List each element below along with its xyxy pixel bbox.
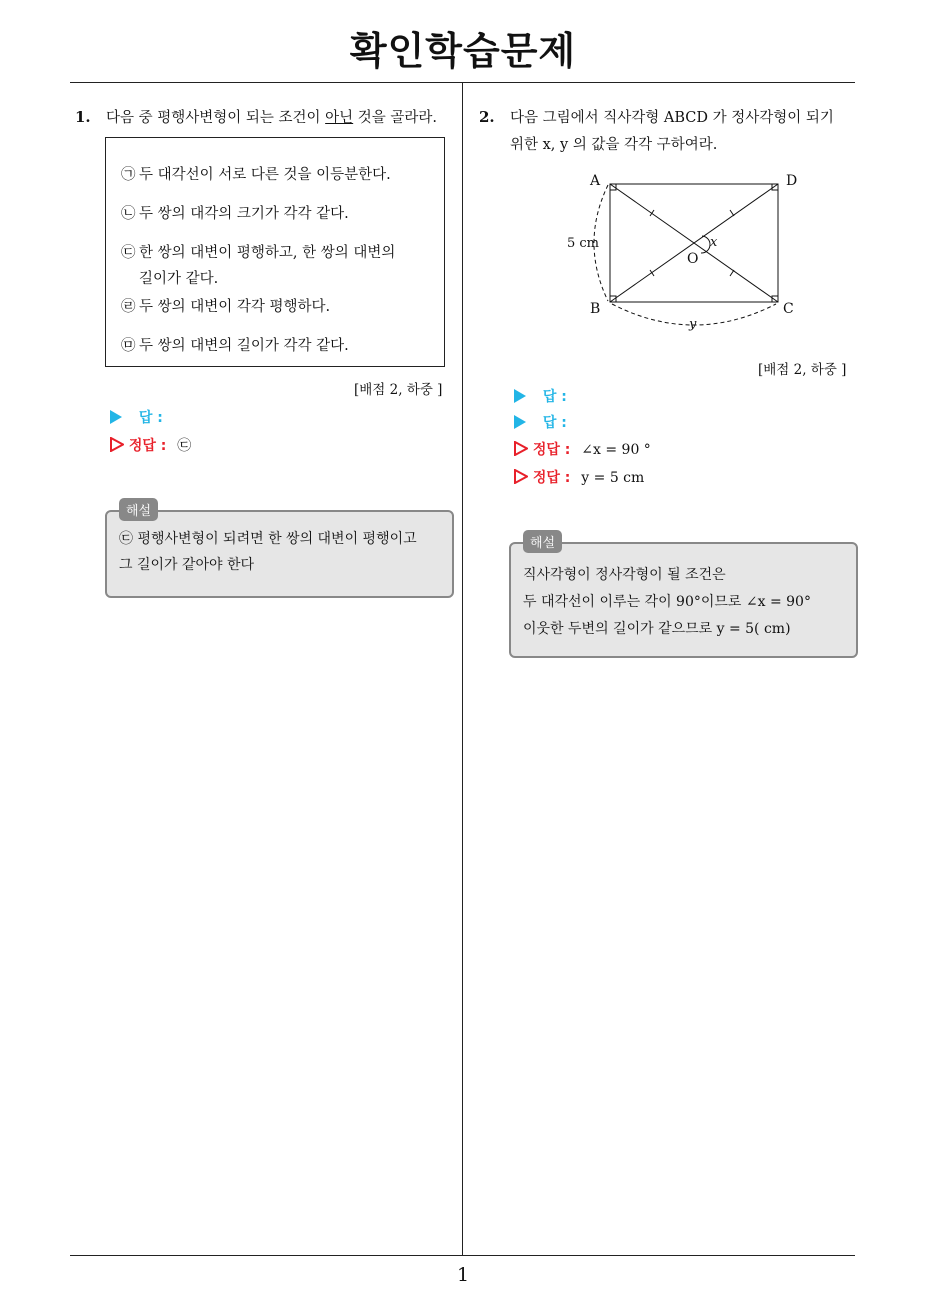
q1-answer-row	[110, 407, 163, 427]
q1-choices-box	[105, 137, 445, 367]
label-b: B	[590, 301, 601, 317]
play-filled-icon	[110, 410, 122, 424]
q2-answer-row-2	[514, 412, 567, 432]
choice-item	[121, 333, 349, 359]
q2-answer-label: 답 :	[542, 415, 567, 431]
choice-text: 한 쌍의 대변이 평행하고, 한 쌍의 대변의	[139, 245, 396, 261]
q2-correct-row-2	[514, 467, 644, 487]
q1-text-pre: 다음 중 평행사변형이 되는 조건이	[106, 110, 326, 126]
choice-text: 두 쌍의 대변의 길이가 각각 같다.	[139, 338, 349, 354]
q2-text-line2: 위한 x, y 의 값을 각각 구하여라.	[510, 137, 718, 153]
explanation-line: 이웃한 두변의 길이가 같으므로 y = 5( cm)	[523, 621, 791, 637]
explanation-line: 그 길이가 같아야 한다	[119, 557, 255, 573]
label-d: D	[786, 173, 798, 189]
q1-correct-label: 정답 :	[128, 438, 167, 454]
q2-number: 2.	[479, 108, 495, 126]
q1-text	[106, 104, 437, 132]
choice-mark: ㉤	[121, 338, 136, 354]
q2-correct-value: y = 5 cm	[581, 470, 645, 486]
q2-correct-label: 정답 :	[532, 470, 571, 486]
column-divider	[462, 83, 463, 1255]
q2-correct-row-1	[514, 439, 651, 459]
choice-mark: ㉢	[121, 245, 136, 261]
q2-score: [배점 2, 하중 ]	[758, 362, 847, 378]
choice-item	[121, 240, 395, 266]
page-title: 확인학습문제	[349, 29, 577, 73]
q1-explanation-tag: 해설	[119, 498, 158, 521]
choice-text: 두 대각선이 서로 다른 것을 이등분한다.	[139, 167, 391, 183]
bottom-rule	[70, 1255, 855, 1256]
q1-number: 1.	[75, 108, 91, 126]
play-outline-icon	[514, 441, 528, 456]
label-side-length: 5 cm	[567, 236, 600, 251]
rectangle-figure	[560, 168, 810, 333]
play-outline-icon	[514, 469, 528, 484]
choice-text: 길이가 같다.	[139, 271, 219, 287]
label-x: x	[710, 235, 718, 250]
q2-answer-label: 답 :	[542, 389, 567, 405]
tick-mark	[730, 210, 734, 216]
choice-mark: ㉣	[121, 299, 136, 315]
tick-mark	[730, 270, 734, 276]
explanation-line: ㉢ 평행사변형이 되려면 한 쌍의 대변이 평행이고	[119, 531, 417, 547]
choice-mark: ㉠	[121, 167, 136, 183]
q1-explanation-box	[105, 510, 454, 598]
page-number: 1	[456, 1264, 470, 1286]
q1-score: [배점 2, 하중 ]	[354, 382, 443, 398]
explanation-line: 두 대각선이 이루는 각이 90°이므로 ∠x = 90°	[523, 594, 811, 610]
q2-explanation-box	[509, 542, 858, 658]
q1-correct-value: ㉢	[177, 438, 192, 454]
q2-explanation-tag: 해설	[523, 530, 562, 553]
q2-text-line1: 다음 그림에서 직사각형 ABCD 가 정사각형이 되기	[510, 110, 834, 126]
explanation-line: 직사각형이 정사각형이 될 조건은	[523, 567, 726, 583]
angle-arc-x	[701, 236, 710, 253]
choice-text: 두 쌍의 대각의 크기가 각각 같다.	[139, 206, 349, 222]
q2-correct-label: 정답 :	[532, 442, 571, 458]
play-outline-icon	[110, 437, 124, 452]
label-y: y	[689, 317, 697, 332]
q1-correct-row	[110, 435, 191, 455]
q2-correct-value: ∠x = 90 °	[581, 442, 651, 458]
choice-item	[121, 294, 330, 320]
play-filled-icon	[514, 415, 526, 429]
play-filled-icon	[514, 389, 526, 403]
q1-answer-label: 답 :	[138, 410, 163, 426]
label-c: C	[783, 301, 794, 317]
choice-item	[121, 201, 349, 227]
choice-text: 두 쌍의 대변이 각각 평행하다.	[139, 299, 331, 315]
q1-text-post: 것을 골라라.	[353, 110, 438, 126]
choice-item	[121, 162, 391, 188]
choice-item-continued	[121, 266, 218, 292]
label-o: O	[687, 251, 699, 267]
q1-text-underline: 아닌	[325, 110, 354, 126]
label-a: A	[590, 173, 601, 189]
q2-answer-row-1	[514, 386, 567, 406]
choice-mark: ㉡	[121, 206, 136, 222]
